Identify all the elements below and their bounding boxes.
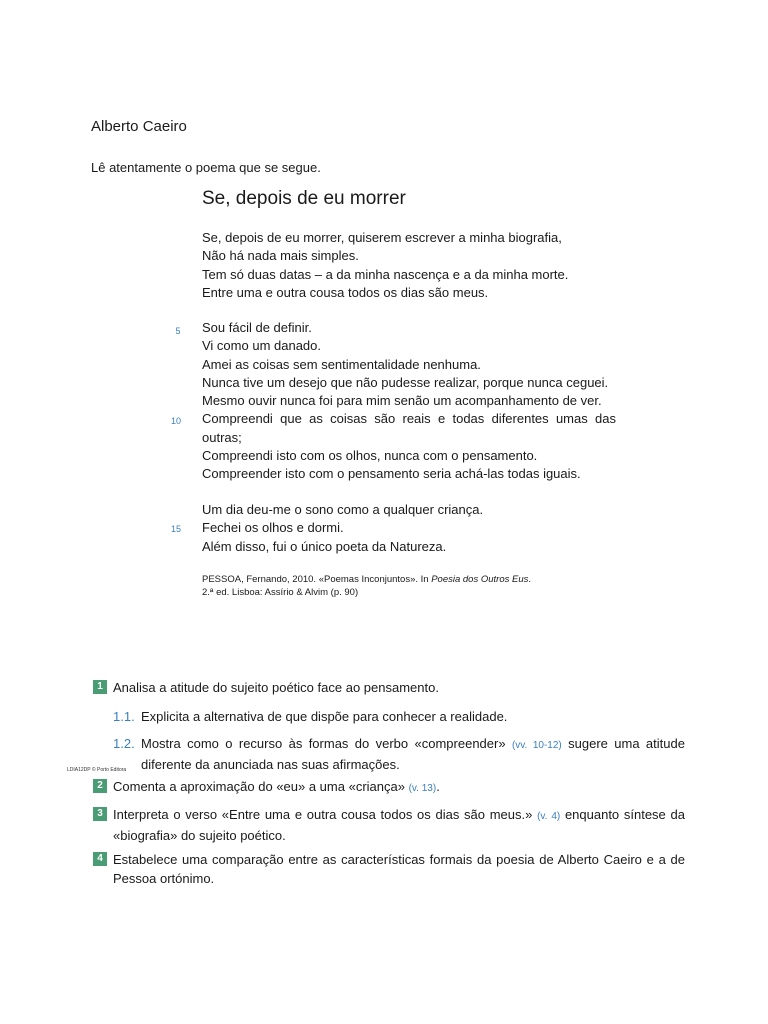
question-1: Analisa a atitude do sujeito poético face ao pensamento. [113,680,439,695]
question-text: . [436,779,440,794]
verse-reference: (v. 13) [408,783,437,794]
question-1-1: Explicita a alternativa de que dispõe para conhecer a realidade. [141,709,508,724]
poem-line: outras; [202,429,242,445]
citation-book-title: Poesia dos Outros Eus [431,574,529,585]
poem-line: Além disso, fui o único poeta da Natureza. [202,538,447,554]
poem-stanza-2 [202,319,616,484]
citation [202,573,531,599]
citation-text: . [528,574,532,585]
poem-line: Entre uma e outra cousa todos os dias são meus. [202,284,489,300]
question-text: Comenta a aproximação do «eu» a uma «criança» [113,779,405,794]
question-number: 1.2. [113,736,135,751]
poem-line: Compreendi isto com os olhos, nunca com o pensamento. [202,448,538,464]
poem-line: Se, depois de eu morrer, quiserem escrever a minha biografia, [202,230,562,245]
question-text: Interpreta o verso «Entre uma e outra cousa todos os dias são meus.» [113,807,533,822]
poem-line: Nunca tive um desejo que não pudesse realizar, porque nunca ceguei. [202,374,609,390]
question-text: sugere uma atitude diferente da anunciada nas suas afirmações. [141,736,685,772]
author-heading: Alberto Caeiro [91,118,187,135]
poem-line: Compreender isto com o pensamento seria achá-las todas iguais. [202,466,581,482]
citation-publisher: 2.ª ed. Lisboa: Assírio & Alvim (p. 90) [202,587,359,598]
instruction-text: Lê atentamente o poema que se segue. [91,160,321,175]
question-number-badge: 1 [93,680,107,694]
question-number-badge: 3 [93,807,107,821]
poem-line: Sou fácil de definir. [202,320,312,335]
line-number: 15 [170,524,181,534]
question-3 [113,806,685,845]
question-number: 1.1. [113,709,135,724]
line-number: 5 [175,326,181,336]
poem-line: Fechei os olhos e dormi. [202,520,344,536]
question-1-2 [141,735,685,774]
poem-line: Amei as coisas sem sentimentalidade nenhuma. [202,356,481,372]
question-number-badge: 2 [93,779,107,793]
line-number: 10 [170,416,181,426]
question-number-badge: 4 [93,852,107,866]
question-2 [113,778,685,799]
poem-stanza-1 [202,229,616,302]
question-4: Estabelece uma comparação entre as características formais da poesia de Alberto Caeiro e a de Pessoa ortónimo. [113,852,685,886]
question-text: Mostra como o recurso às formas do verbo «compreender» [141,736,506,751]
poem-line: Mesmo ouvir nunca foi para mim senão um acompanhamento de ver. [202,393,602,409]
poem-line: Compreendi que as coisas são reais e todas diferentes umas das [202,411,616,427]
poem-line: Um dia deu-me o sono como a qualquer criança. [202,502,484,517]
poem-line: Vi como um danado. [202,338,321,354]
poem-line: Não há nada mais simples. [202,248,359,264]
verse-reference: (v. 4) [537,811,561,822]
question-text: enquanto síntese da «biografia» do sujeito poético. [113,807,685,843]
poem-line: Tem só duas datas – a da minha nascença e a da minha morte. [202,266,569,282]
publisher-side-note: LDIA12DP © Porto Editora [67,767,127,773]
verse-reference: (vv. 10-12) [511,740,562,751]
poem-stanza-3 [202,501,616,556]
citation-text: PESSOA, Fernando, 2010. «Poemas Inconjuntos». In [202,574,432,585]
poem-title: Se, depois de eu morrer [202,188,406,209]
